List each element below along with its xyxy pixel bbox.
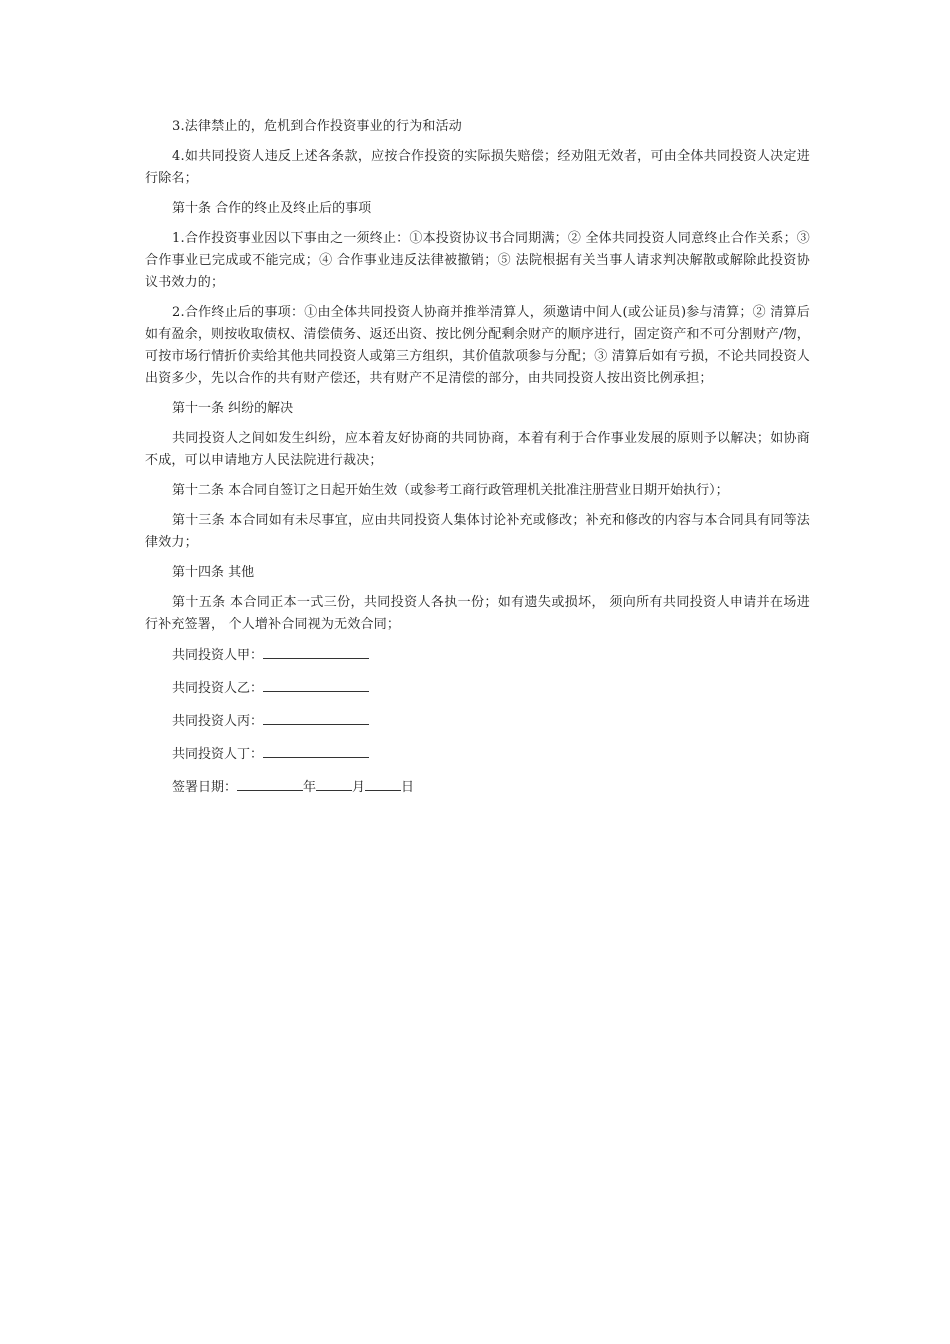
- clause-9-item-4: 4.如共同投资人违反上述各条款，应按合作投资的实际损失赔偿；经劝阻无效者，可由全体共同投资人决定进行除名；: [145, 149, 810, 186]
- signature-row-investor-a: [145, 644, 810, 667]
- month-blank[interactable]: [316, 776, 352, 791]
- signing-date-row: [145, 776, 810, 799]
- date-label: 签署日期：: [172, 780, 238, 795]
- signature-label: 共同投资人甲：: [172, 648, 264, 663]
- year-label: 年: [303, 780, 317, 795]
- clause-11-heading: 第十一条 纠纷的解决: [172, 401, 294, 416]
- signature-label: 共同投资人丁：: [172, 747, 264, 762]
- signature-blank[interactable]: [263, 743, 369, 758]
- clause-11-body: 共同投资人之间如发生纠纷，应本着友好协商的共同协商，本着有利于合作事业发展的原则予以解决；如协商不成，可以申请地方人民法院进行裁决；: [145, 431, 810, 468]
- day-blank[interactable]: [365, 776, 401, 791]
- signature-label: 共同投资人丙：: [172, 714, 264, 729]
- clause-9-item-3: 3.法律禁止的，危机到合作投资事业的行为和活动: [172, 119, 463, 134]
- signature-blank[interactable]: [263, 710, 369, 725]
- month-label: 月: [352, 780, 366, 795]
- signature-row-investor-d: [145, 743, 810, 766]
- signature-label: 共同投资人乙：: [172, 681, 264, 696]
- clause-14-heading: 第十四条 其他: [172, 565, 255, 580]
- signature-blank[interactable]: [263, 644, 369, 659]
- clause-12: 第十二条 本合同自签订之日起开始生效（或参考工商行政管理机关批准注册营业日期开始执行）；: [172, 483, 729, 498]
- clause-13: 第十三条 本合同如有未尽事宜，应由共同投资人集体讨论补充或修改；补充和修改的内容与本合同具有同等法律效力；: [145, 513, 810, 550]
- signature-row-investor-b: [145, 677, 810, 700]
- clause-10-item-2: 2.合作终止后的事项：①由全体共同投资人协商并推举清算人，须邀请中间人(或公证员)参与清算；② 清算后如有盈余，则按收取债权、清偿债务、返还出资、按比例分配剩余财产的顺序进行，固定资产和不可分割财产/物，可按市场行情折价卖给其他共同投资人或第三方组织，其价值款项参与分配；③ 清算后如有亏损，不论共同投资人出资多少，先以合作的共有财产偿还，共有财产不足清偿的部分，由共同投资人按出资比例承担；: [145, 305, 810, 386]
- signature-row-investor-c: [145, 710, 810, 733]
- day-label: 日: [401, 780, 415, 795]
- signature-blank[interactable]: [263, 677, 369, 692]
- clause-15: 第十五条 本合同正本一式三份，共同投资人各执一份；如有遗失或损坏， 须向所有共同投资人申请并在场进行补充签署， 个人增补合同视为无效合同；: [145, 595, 810, 632]
- document-page: [145, 116, 810, 809]
- clause-10-heading: 第十条 合作的终止及终止后的事项: [172, 201, 372, 216]
- clause-10-item-1: 1.合作投资事业因以下事由之一须终止：①本投资协议书合同期满；② 全体共同投资人同意终止合作关系；③ 合作事业已完成或不能完成；④ 合作事业违反法律被撤销；⑤ 法院根据有关当事人请求判决解散或解除此投资协议书效力的；: [145, 231, 810, 290]
- year-blank[interactable]: [237, 776, 303, 791]
